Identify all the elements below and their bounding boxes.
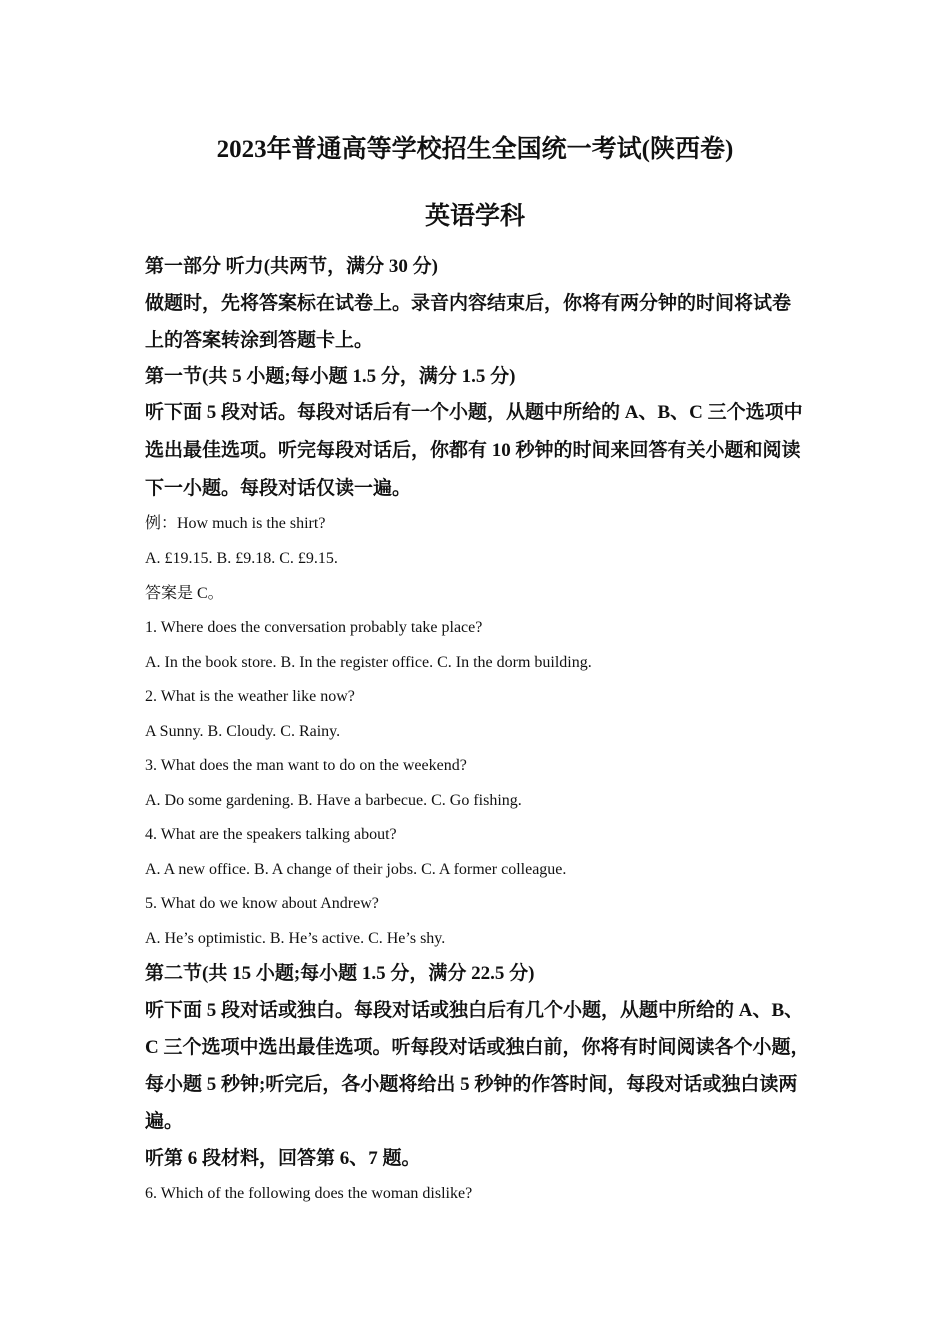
material-heading: 听第 6 段材料，回答第 6、7 题。 (145, 1148, 421, 1169)
question-2: 2. What is the weather like now? (145, 688, 355, 705)
section1-instruction-line: 选出最佳选项。听完每段对话后，你都有 10 秒钟的时间来回答有关小题和阅读 (145, 440, 801, 461)
section2-instruction-line: 听下面 5 段对话或独白。每段对话或独白后有几个小题，从题中所给的 A、B、 (145, 1000, 804, 1021)
part1-instruction-line: 做题时，先将答案标在试卷上。录音内容结束后，你将有两分钟的时间将试卷 (145, 293, 792, 314)
part1-heading: 第一部分 听力(共两节，满分 30 分) (145, 256, 438, 277)
question-3: 3. What does the man want to do on the weekend? (145, 757, 467, 774)
section2-heading: 第二节(共 15 小题;每小题 1.5 分，满分 22.5 分) (145, 963, 535, 984)
example-options: A. £19.15. B. £9.18. C. £9.15. (145, 550, 338, 567)
section1-instruction-line: 下一小题。每段对话仅读一遍。 (145, 478, 412, 499)
question-5: 5. What do we know about Andrew? (145, 895, 379, 912)
section2-instruction-line: 遍。 (145, 1111, 184, 1132)
section1-instruction-line: 听下面 5 段对话。每段对话后有一个小题，从题中所给的 A、B、C 三个选项中 (145, 402, 803, 423)
question-4-options: A. A new office. B. A change of their jobs. C. A former colleague. (145, 861, 567, 878)
question-1-options: A. In the book store. B. In the register office. C. In the dorm building. (145, 654, 592, 671)
section2-instruction-line: C 三个选项中选出最佳选项。听每段对话或独白前，你将有时间阅读各个小题， (145, 1037, 810, 1058)
question-2-options: A Sunny. B. Cloudy. C. Rainy. (145, 723, 341, 740)
part1-instruction-line: 上的答案转涂到答题卡上。 (145, 330, 374, 351)
example-answer: 答案是 C。 (145, 585, 224, 602)
section2-instruction-line: 每小题 5 秒钟;听完后，各小题将给出 5 秒钟的作答时间，每段对话或独白读两 (145, 1074, 798, 1095)
question-3-options: A. Do some gardening. B. Have a barbecue. C. Go fishing. (145, 792, 522, 809)
section1-heading: 第一节(共 5 小题;每小题 1.5 分，满分 1.5 分) (145, 366, 516, 387)
question-1: 1. Where does the conversation probably take place? (145, 619, 483, 636)
question-6: 6. Which of the following does the woman dislike? (145, 1185, 473, 1202)
question-5-options: A. He’s optimistic. B. He’s active. C. He’s shy. (145, 930, 446, 947)
question-4: 4. What are the speakers talking about? (145, 826, 397, 843)
exam-title: 2023年普通高等学校招生全国统一考试(陕西卷) (216, 136, 734, 163)
example-question: 例：How much is the shirt? (145, 515, 326, 532)
exam-subtitle: 英语学科 (424, 203, 525, 230)
